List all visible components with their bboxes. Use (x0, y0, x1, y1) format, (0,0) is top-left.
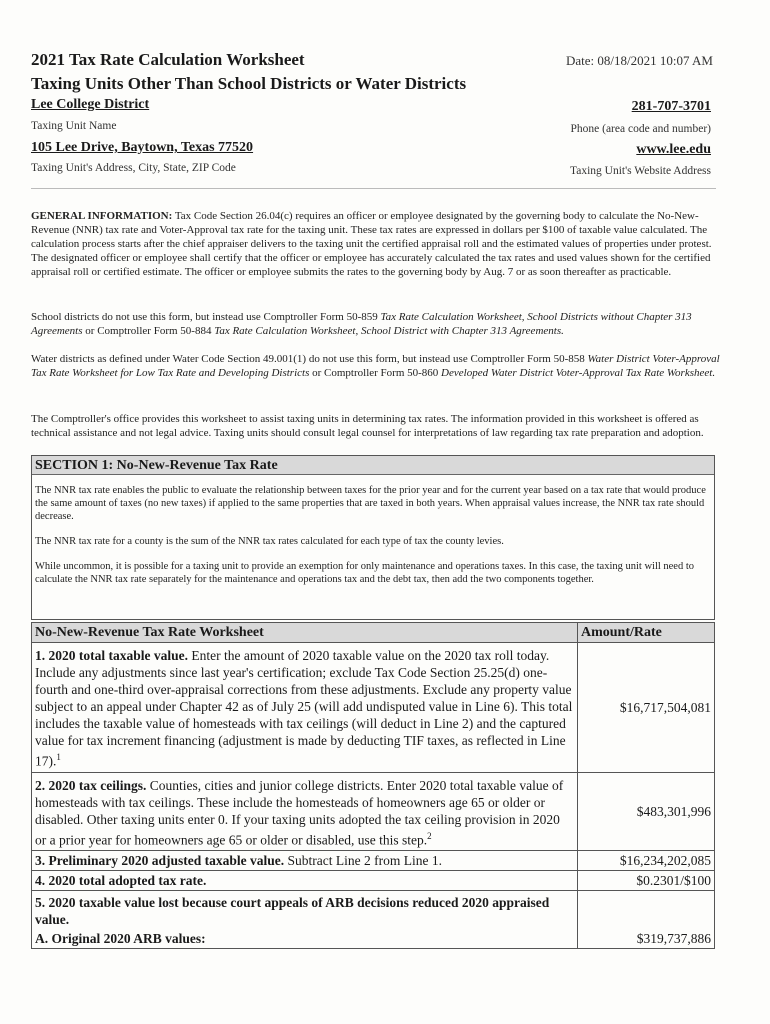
phone-label: Phone (area code and number) (570, 123, 711, 135)
line-1-footnote: 1 (56, 752, 61, 762)
website-label: Taxing Unit's Website Address (570, 165, 711, 177)
general-information (31, 209, 721, 279)
address-label: Taxing Unit's Address, City, State, ZIP Code (31, 162, 236, 174)
line-3-title: 3. Preliminary 2020 adjusted taxable value. (35, 853, 285, 868)
nnr-worksheet-table (31, 622, 715, 949)
comptroller-note: The Comptroller's office provides this worksheet to assist taxing units in determining tax rates. The information provided in this worksheet is offered as technical assistance and not legal advice. Taxing units should consult legal counsel for interpretations of law regarding tax rate preparation and adoption. (31, 413, 704, 439)
line-4-rate: $0.2301/$100 (578, 871, 715, 891)
worksheet-line-1 (32, 643, 715, 773)
section-1-heading: SECTION 1: No-New-Revenue Tax Rate (32, 456, 714, 475)
phone-number: 281-707-3701 (631, 99, 711, 114)
water-note-form-a: Water District Voter-Approval Tax Rate Worksheet for Low Tax Rate and Developing Districts (31, 353, 720, 379)
worksheet-header-row (32, 623, 715, 643)
worksheet-line-3 (32, 851, 715, 871)
line-5-description (32, 891, 578, 930)
school-note-form-b: Tax Rate Calculation Worksheet, School District with Chapter 313 Agreements. (214, 325, 564, 337)
worksheet-line-5a (32, 929, 715, 949)
school-note-form-a: Tax Rate Calculation Worksheet, School Districts without Chapter 313 Agreements (31, 311, 692, 337)
line-2-amount: $483,301,996 (578, 773, 715, 851)
section-1-paragraph-2: The NNR tax rate for a county is the sum of the NNR tax rates calculated for each type of tax the county levies. (35, 536, 504, 547)
line-5-title: 5. 2020 taxable value lost because court appeals of ARB decisions reduced 2020 appraised value. (35, 895, 550, 927)
print-date: Date: 08/18/2021 10:07 AM (566, 53, 713, 68)
line-5a-title: A. Original 2020 ARB values: (35, 931, 206, 946)
line-1-amount: $16,717,504,081 (578, 643, 715, 773)
worksheet-line-2 (32, 773, 715, 851)
line-1-text: Enter the amount of 2020 taxable value on the 2020 tax roll today. Include any adjustments since last year's certification; exclude Tax Code Section 25.25(d) one-fourth and one-third over-appraisal corrections from these adjustments. Exclude any property value subject to an appeal under Chapter 42 as of July 25 (will add undisputed value in Line 6). This total includes the taxable value of homesteads with tax ceilings (will deduct in Line 2) and the captured value for tax increment financing (adjustment is made by deducting TIF taxes, as reflected in Line 17). (35, 648, 573, 769)
line-3-description (32, 851, 578, 871)
line-3-amount: $16,234,202,085 (578, 851, 715, 871)
website: www.lee.edu (636, 142, 711, 157)
worksheet-line-4 (32, 871, 715, 891)
header-divider (31, 188, 716, 189)
worksheet-line-5 (32, 891, 715, 930)
line-3-text: Subtract Line 2 from Line 1. (284, 853, 442, 868)
section-1-paragraph-3: While uncommon, it is possible for a taxing unit to provide an exemption for only maintenance and operations taxes. In this case, the taxing unit will need to calculate the NNR tax rate separately for the maintenance and operations tax and the debt tax, then add the two components together. (35, 561, 695, 585)
worksheet-title-cell: No-New-Revenue Tax Rate Worksheet (32, 623, 578, 643)
section-1 (31, 455, 715, 620)
line-2-text: Counties, cities and junior college districts. Enter 2020 total taxable value of homesteads with tax ceilings. These include the homesteads of homeowners age 65 or older or disabled. Other taxing units enter 0. If your taxing units adopted the tax ceiling provision in 2020 or a prior year for homeowners age 65 or older or disabled, use this step. (35, 778, 564, 848)
school-note-text-a: School districts do not use this form, but instead use Comptroller Form 50-859 (31, 311, 378, 323)
taxing-unit-address: 105 Lee Drive, Baytown, Texas 77520 (31, 140, 254, 155)
general-information-text: Tax Code Section 26.04(c) requires an officer or employee designated by the governing body to calculate the No-New-Revenue (NNR) tax rate and Voter-Approval tax rate for the taxing unit. These tax rates are expressed in dollars per $100 of taxable value calculated. The calculation process starts after the chief appraiser delivers to the taxing unit the certified appraisal roll and the estimated values of properties under protest. The designated officer or employee shall certify that the officer or employee has accurately calculated the tax rates and used values shown for the certified appraisal roll or certified estimate. The officer or employee submits the rates to the governing body by Aug. 7 or as soon thereafter as practicable. (31, 210, 712, 278)
line-5-amount (578, 891, 715, 930)
taxing-unit-name-label: Taxing Unit Name (31, 120, 117, 132)
school-note-text-b: or Comptroller Form 50-884 (85, 325, 212, 337)
line-4-description (32, 871, 578, 891)
line-2-title: 2. 2020 tax ceilings. (35, 778, 147, 793)
amount-rate-header: Amount/Rate (578, 623, 715, 643)
form-title: 2021 Tax Rate Calculation Worksheet (31, 50, 305, 69)
line-4-title: 4. 2020 total adopted tax rate. (35, 873, 207, 888)
line-5a-description (32, 929, 578, 949)
form-subtitle: Taxing Units Other Than School Districts or Water Districts (31, 74, 467, 93)
water-note-form-b: Developed Water District Voter-Approval Tax Rate Worksheet. (441, 367, 716, 379)
line-2-footnote: 2 (427, 831, 432, 841)
water-note-text-a: Water districts as defined under Water Code Section 49.001(1) do not use this form, but instead use Comptroller Form 50-858 (31, 353, 585, 365)
water-note-text-b: or Comptroller Form 50-860 (312, 367, 439, 379)
school-districts-note (31, 310, 721, 338)
line-1-title: 1. 2020 total taxable value. (35, 648, 188, 663)
section-1-paragraph-1: The NNR tax rate enables the public to evaluate the relationship between taxes for the prior year and for the current year based on a tax rate that would produce the same amount of taxes (no new taxes) if applied to the same properties that are taxed in both years. When appraisal values increase, the NNR tax rate should decrease. (35, 485, 706, 522)
line-1-description (32, 643, 578, 773)
line-2-description (32, 773, 578, 851)
taxing-unit-name: Lee College District (31, 97, 150, 112)
line-5a-amount: $319,737,886 (578, 929, 715, 949)
general-information-lead: GENERAL INFORMATION: (31, 210, 173, 222)
water-districts-note (31, 352, 721, 380)
